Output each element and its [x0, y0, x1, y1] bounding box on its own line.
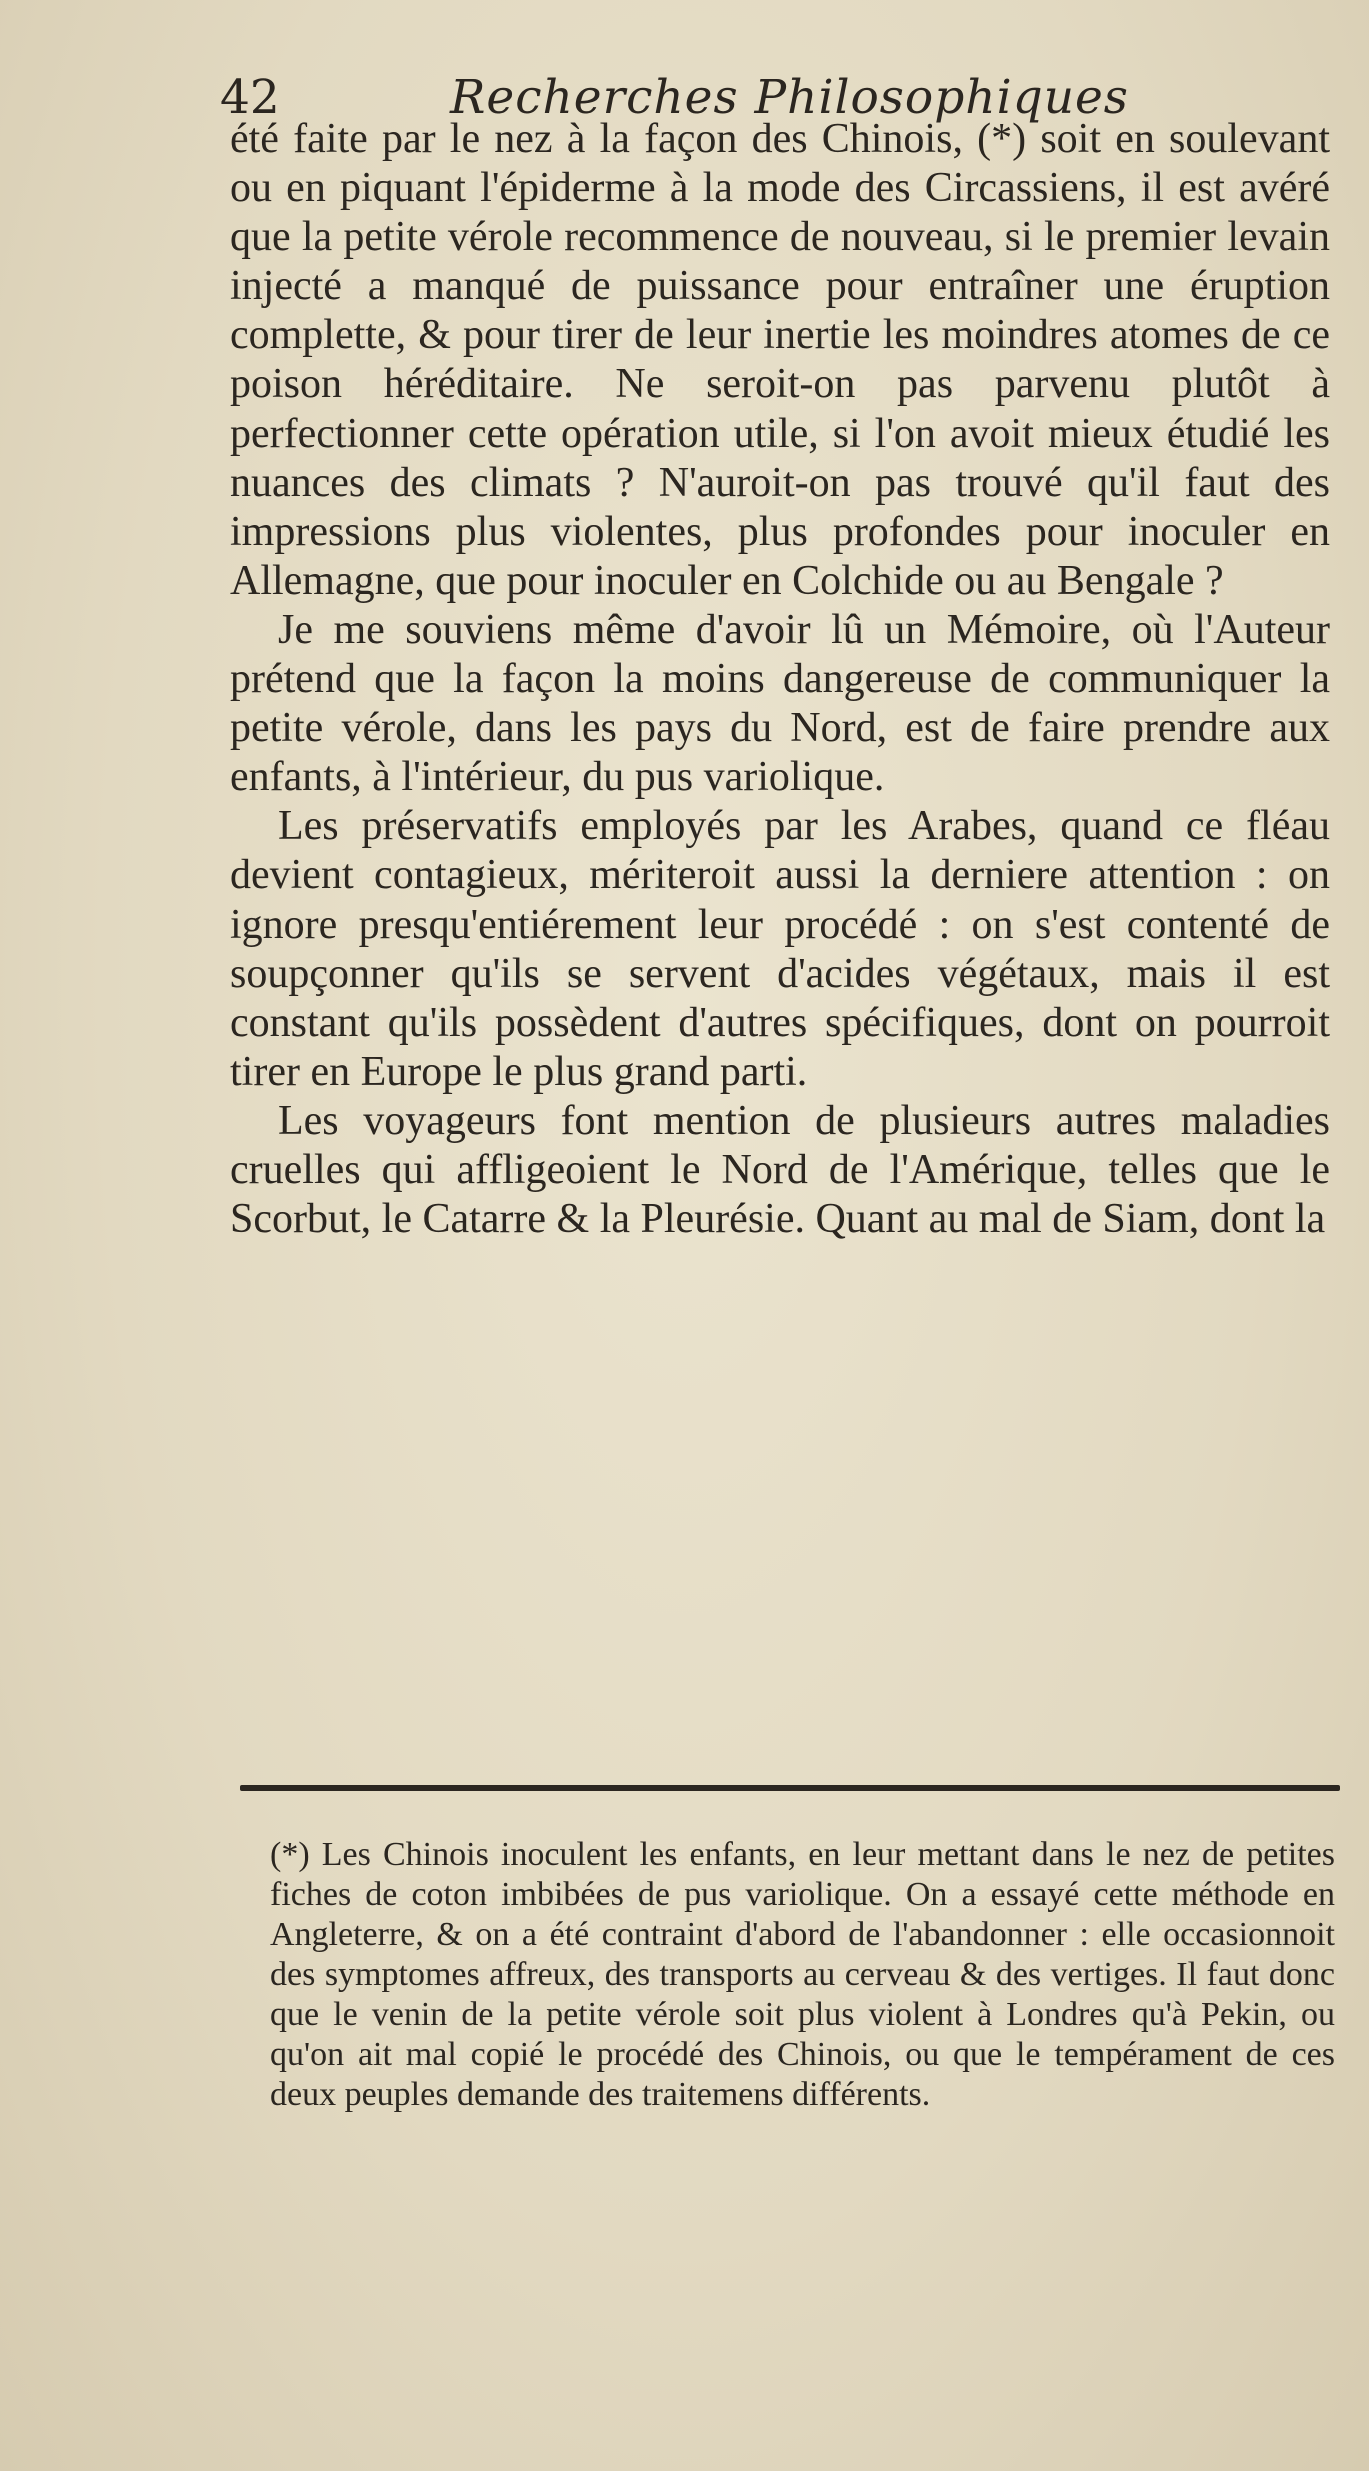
running-title: Recherches Philosophiques [450, 70, 1129, 125]
page-number: 42 [220, 70, 280, 125]
paragraph-continued: été faite par le nez à la façon des Chinois, (*) soit en soulevant ou en piquant l'épiderme à la mode des Circassiens, il est avéré que la petite vérole recommence de nouveau, si le premier levain injecté a manqué de puissance pour entraîner une éruption complette, & pour tirer de leur inertie les moindres atomes de ce poison héréditaire. Ne seroit-on pas parvenu plutôt à perfectionner cette opération utile, si l'on avoit mieux étudié les nuances des climats ? N'auroit-on pas trouvé qu'il faut des impressions plus violentes, plus profondes pour inoculer en Allemagne, que pour inoculer en Colchide ou au Bengale ? [230, 116, 1330, 604]
footnote [270, 1835, 1335, 2115]
footnote-text: (*) Les Chinois inoculent les enfants, en leur mettant dans le nez de petites fiches de coton imbibées de pus variolique. On a essayé cette méthode en Angleterre, & on a été contraint d'abord de l'abandonner : elle occasionnoit des symptomes affreux, des transports au cerveau & des vertiges. Il faut donc que le venin de la petite vérole soit plus violent à Londres qu'à Pekin, ou qu'on ait mal copié le procédé des Chinois, ou que le tempérament de ces deux peuples demande des traitemens différents. [270, 1836, 1335, 2113]
paragraph: Je me souviens même d'avoir lû un Mémoire, où l'Auteur prétend que la façon la moins dangereuse de communiquer la petite vérole, dans les pays du Nord, est de faire prendre aux enfants, à l'intérieur, du pus variolique. [230, 606, 1330, 801]
footnote-divider [240, 1785, 1340, 1791]
paragraph: Les voyageurs font mention de plusieurs autres maladies cruelles qui affligeoient le Nord de l'Amérique, telles que le Scorbut, le Catarre & la Pleurésie. Quant au mal de Siam, dont la [230, 1097, 1330, 1243]
paragraph: Les préservatifs employés par les Arabes, quand ce fléau devient contagieux, mériteroit aussi la derniere attention : on ignore presqu'entiérement leur procédé : on s'est contenté de soupçonner qu'ils se servent d'acides végétaux, mais il est constant qu'ils possèdent d'autres spécifiques, dont on pourroit tirer en Europe le plus grand parti. [230, 803, 1330, 1095]
main-text [230, 115, 1330, 1244]
